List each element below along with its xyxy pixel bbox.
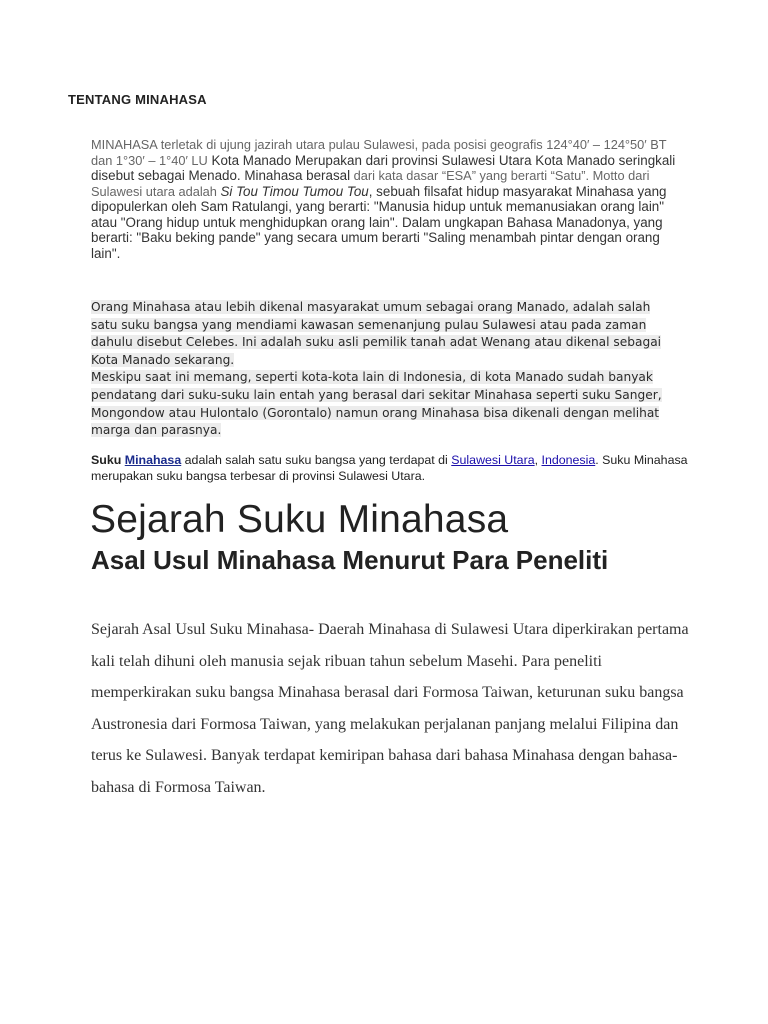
intro-text-2: Kota Manado Merupakan dari provinsi Sulawesi Utara Kota Manado seringkali disebut sebagai Menado. Minahasa berasal	[91, 152, 676, 183]
suku-comma: ,	[534, 453, 542, 467]
body-paragraph	[91, 614, 691, 804]
body-text: Sejarah Asal Usul Suku Minahasa- Daerah Minahasa di Sulawesi Utara diperkirakan pertama kali telah dihuni oleh manusia sejak ribuan tahun sebelum Masehi. Para peneliti memperkirakan suku bangsa Minahasa berasal dari Formosa Taiwan, keturunan suku bangsa Austronesia dari Formosa Taiwan, yang melakukan perjalanan panjang melalui Filipina dan terus ke Sulawesi. Banyak terdapat kemiripan bahasa dari bahasa Minahasa dengan bahasa-bahasa di Formosa Taiwan.	[91, 621, 689, 796]
link-indonesia[interactable]: Indonesia	[541, 453, 596, 467]
motto-text: Si Tou Timou Tumou Tou	[220, 183, 369, 199]
link-minahasa[interactable]: Minahasa	[124, 453, 182, 467]
intro-text-3: dari kata dasar “ESA” yang berarti “Satu”. Motto dari Sulawesi utara adalah	[91, 168, 650, 199]
highlight-paragraph-2: Meskipu saat ini memang, seperti kota-kota lain di Indonesia, di kota Manado sudah banyak pendatang dari suku-suku lain entah yang berasal dari sekitar Minahasa seperti suku Sanger, Mongondow atau Hulontalo (Gorontalo) namun orang Minahasa bisa dikenali dengan melihat marga dan parasnya.	[91, 370, 662, 438]
link-sulawesi-utara[interactable]: Sulawesi Utara	[451, 453, 535, 467]
sub-heading: Asal Usul Minahasa Menurut Para Peneliti	[91, 545, 609, 575]
suku-text-2: . Suku Minahasa merupakan suku bangsa terbesar di provinsi Sulawesi Utara.	[91, 453, 688, 483]
suku-paragraph	[91, 452, 691, 484]
intro-paragraph	[91, 137, 691, 261]
intro-text-4: , sebuah filsafat hidup masyarakat Minahasa yang dipopulerkan oleh Sam Ratulangi, yang berarti: "Manusia hidup untuk memanusiakan orang lain" atau "Orang hidup untuk menghidupkan orang lain". Dalam ungkapan Bahasa Manadonya, yang berarti: "Baku beking pande" yang secara umum berarti "Saling menambah pintar dengan orang lain".	[91, 183, 667, 261]
intro-text-1: MINAHASA terletak di ujung jazirah utara pulau Sulawesi, pada posisi geografis 124°40′ – 124°50′ BT dan 1°30′ – 1°40′ LU	[91, 137, 667, 168]
suku-text-1: adalah salah satu suku bangsa yang terdapat di	[181, 453, 452, 467]
highlighted-quote	[91, 299, 671, 440]
suku-bold-label: Suku	[91, 453, 122, 467]
page-title: TENTANG MINAHASA	[68, 92, 207, 107]
highlight-paragraph-1: Orang Minahasa atau lebih dikenal masyarakat umum sebagai orang Manado, adalah salah satu suku bangsa yang mendiami kawasan semenanjung pulau Sulawesi atau pada zaman dahulu disebut Celebes. Ini adalah suku asli pemilik tanah adat Wenang atau dikenal sebagai Kota Manado sekarang.	[91, 300, 662, 367]
main-heading: Sejarah Suku Minahasa	[90, 498, 509, 541]
